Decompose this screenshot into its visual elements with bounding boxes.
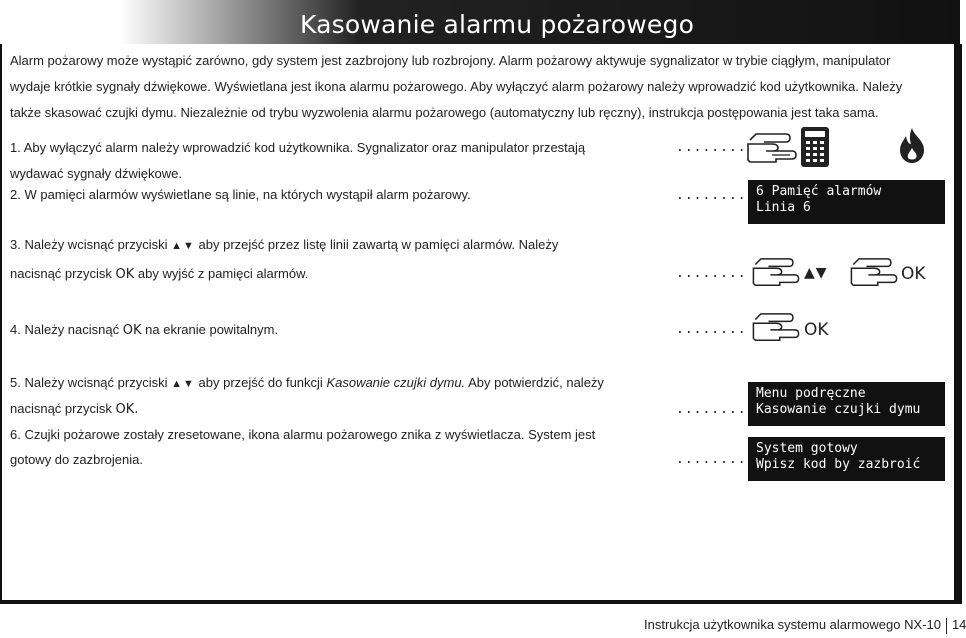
- ok-label: OK: [115, 267, 135, 282]
- display-system-ready: [748, 437, 945, 481]
- leader-dots: ........: [676, 402, 747, 417]
- hand-press-icon: [750, 257, 802, 289]
- leader-dots: ........: [676, 322, 747, 337]
- display-line-1: 6 Pamięć alarmów: [756, 184, 882, 199]
- display-quick-menu: [748, 382, 945, 426]
- step-2-line: 2. W pamięci alarmów wyświetlane są linie, na których wystąpił alarm pożarowy.: [10, 187, 471, 202]
- ok-key-label: OK: [901, 264, 926, 284]
- page-footer: [644, 617, 966, 634]
- step-3-line-1: [10, 237, 558, 254]
- step-3-line-2: [10, 266, 308, 283]
- leader-dots: ........: [676, 140, 747, 155]
- display-alarm-memory: [748, 180, 945, 224]
- display-line-1: System gotowy: [756, 441, 858, 456]
- step-3-text-post-2: aby wyjść z pamięci alarmów.: [137, 266, 309, 281]
- ok-label: OK.: [115, 402, 139, 417]
- step-1-line-1: 1. Aby wyłączyć alarm należy wprowadzić kod użytkownika. Sygnalizator oraz manipulator przestają: [10, 140, 586, 155]
- step-4-text-pre: 4. Należy nacisnąć: [10, 322, 120, 337]
- display-line-1: Menu podręczne: [756, 386, 866, 401]
- step-5-function-name: Kasowanie czujki dymu.: [326, 375, 466, 390]
- page-number: 14: [951, 617, 966, 632]
- step-3-text-pre: 3. Należy wcisnąć przyciski: [10, 237, 168, 252]
- intro-line-1: Alarm pożarowy może wystąpić zarówno, gdy system jest zazbrojony lub rozbrojony. Alarm pożarowy aktywuje sygnalizator w trybie ciągłym, manipulator: [10, 53, 891, 68]
- leader-dots: ........: [676, 266, 747, 281]
- step-3-text-post: aby przejść przez listę linii zawartą w pamięci alarmów. Należy: [198, 237, 559, 252]
- step-5-text-pre: 5. Należy wcisnąć przyciski: [10, 375, 168, 390]
- leader-dots: ........: [676, 188, 747, 203]
- step-4-line: [10, 322, 278, 339]
- leader-dots: ........: [676, 452, 747, 467]
- step-1-line-2: wydawać sygnały dźwiękowe.: [10, 166, 182, 181]
- footer-manual-title: Instrukcja użytkownika systemu alarmowego NX-10: [644, 617, 941, 632]
- display-line-2: Kasowanie czujki dymu: [756, 402, 921, 417]
- step-5-line-1: [10, 375, 604, 392]
- step-3-text-pre-2: nacisnąć przycisk: [10, 266, 112, 281]
- keypad-icon: [800, 126, 830, 168]
- display-line-2: Wpisz kod by zazbroić: [756, 457, 921, 472]
- fire-icon: [896, 126, 928, 164]
- step-5-line-2: [10, 401, 138, 418]
- intro-line-3: także skasować czujki dymu. Niezależnie od trybu wyzwolenia alarmu pożarowego (automatyczny lub ręczny), instrukcja postępowania jest taka sama.: [10, 105, 879, 120]
- intro-line-2: wydaje krótkie sygnały dźwiękowe. Wyświetlana jest ikona alarmu pożarowego. Aby wyłączyć alarm pożarowy należy wprowadzić kod użytkownika. Należy: [10, 79, 903, 94]
- step-6-line-1: 6. Czujki pożarowe zostały zresetowane, ikona alarmu pożarowego znika z wyświetlacza. System jest: [10, 427, 596, 442]
- hand-press-icon: [750, 312, 802, 344]
- page-header: [0, 0, 960, 44]
- frame-bottom-border: [0, 600, 962, 604]
- step-4-text-post: na ekranie powitalnym.: [145, 322, 279, 337]
- step-5-text-post: Aby potwierdzić, należy: [468, 375, 604, 390]
- page-title: Kasowanie alarmu pożarowego: [300, 10, 695, 39]
- step-5-text-pre-2: nacisnąć przycisk: [10, 401, 112, 416]
- ok-label: OK: [122, 323, 142, 338]
- footer-separator: [946, 618, 947, 634]
- step-5-text-mid: aby przejść do funkcji: [198, 375, 323, 390]
- arrow-keys-icon: ▲▼: [804, 265, 828, 281]
- step-6-line-2: gotowy do zazbrojenia.: [10, 452, 143, 467]
- arrow-keys-icon: ▲▼: [171, 240, 195, 252]
- arrow-keys-icon: ▲▼: [171, 378, 195, 390]
- ok-key-label: OK: [804, 320, 829, 340]
- hand-press-icon: [746, 132, 798, 166]
- hand-press-icon: [848, 257, 900, 289]
- display-line-2: Linia 6: [756, 200, 811, 215]
